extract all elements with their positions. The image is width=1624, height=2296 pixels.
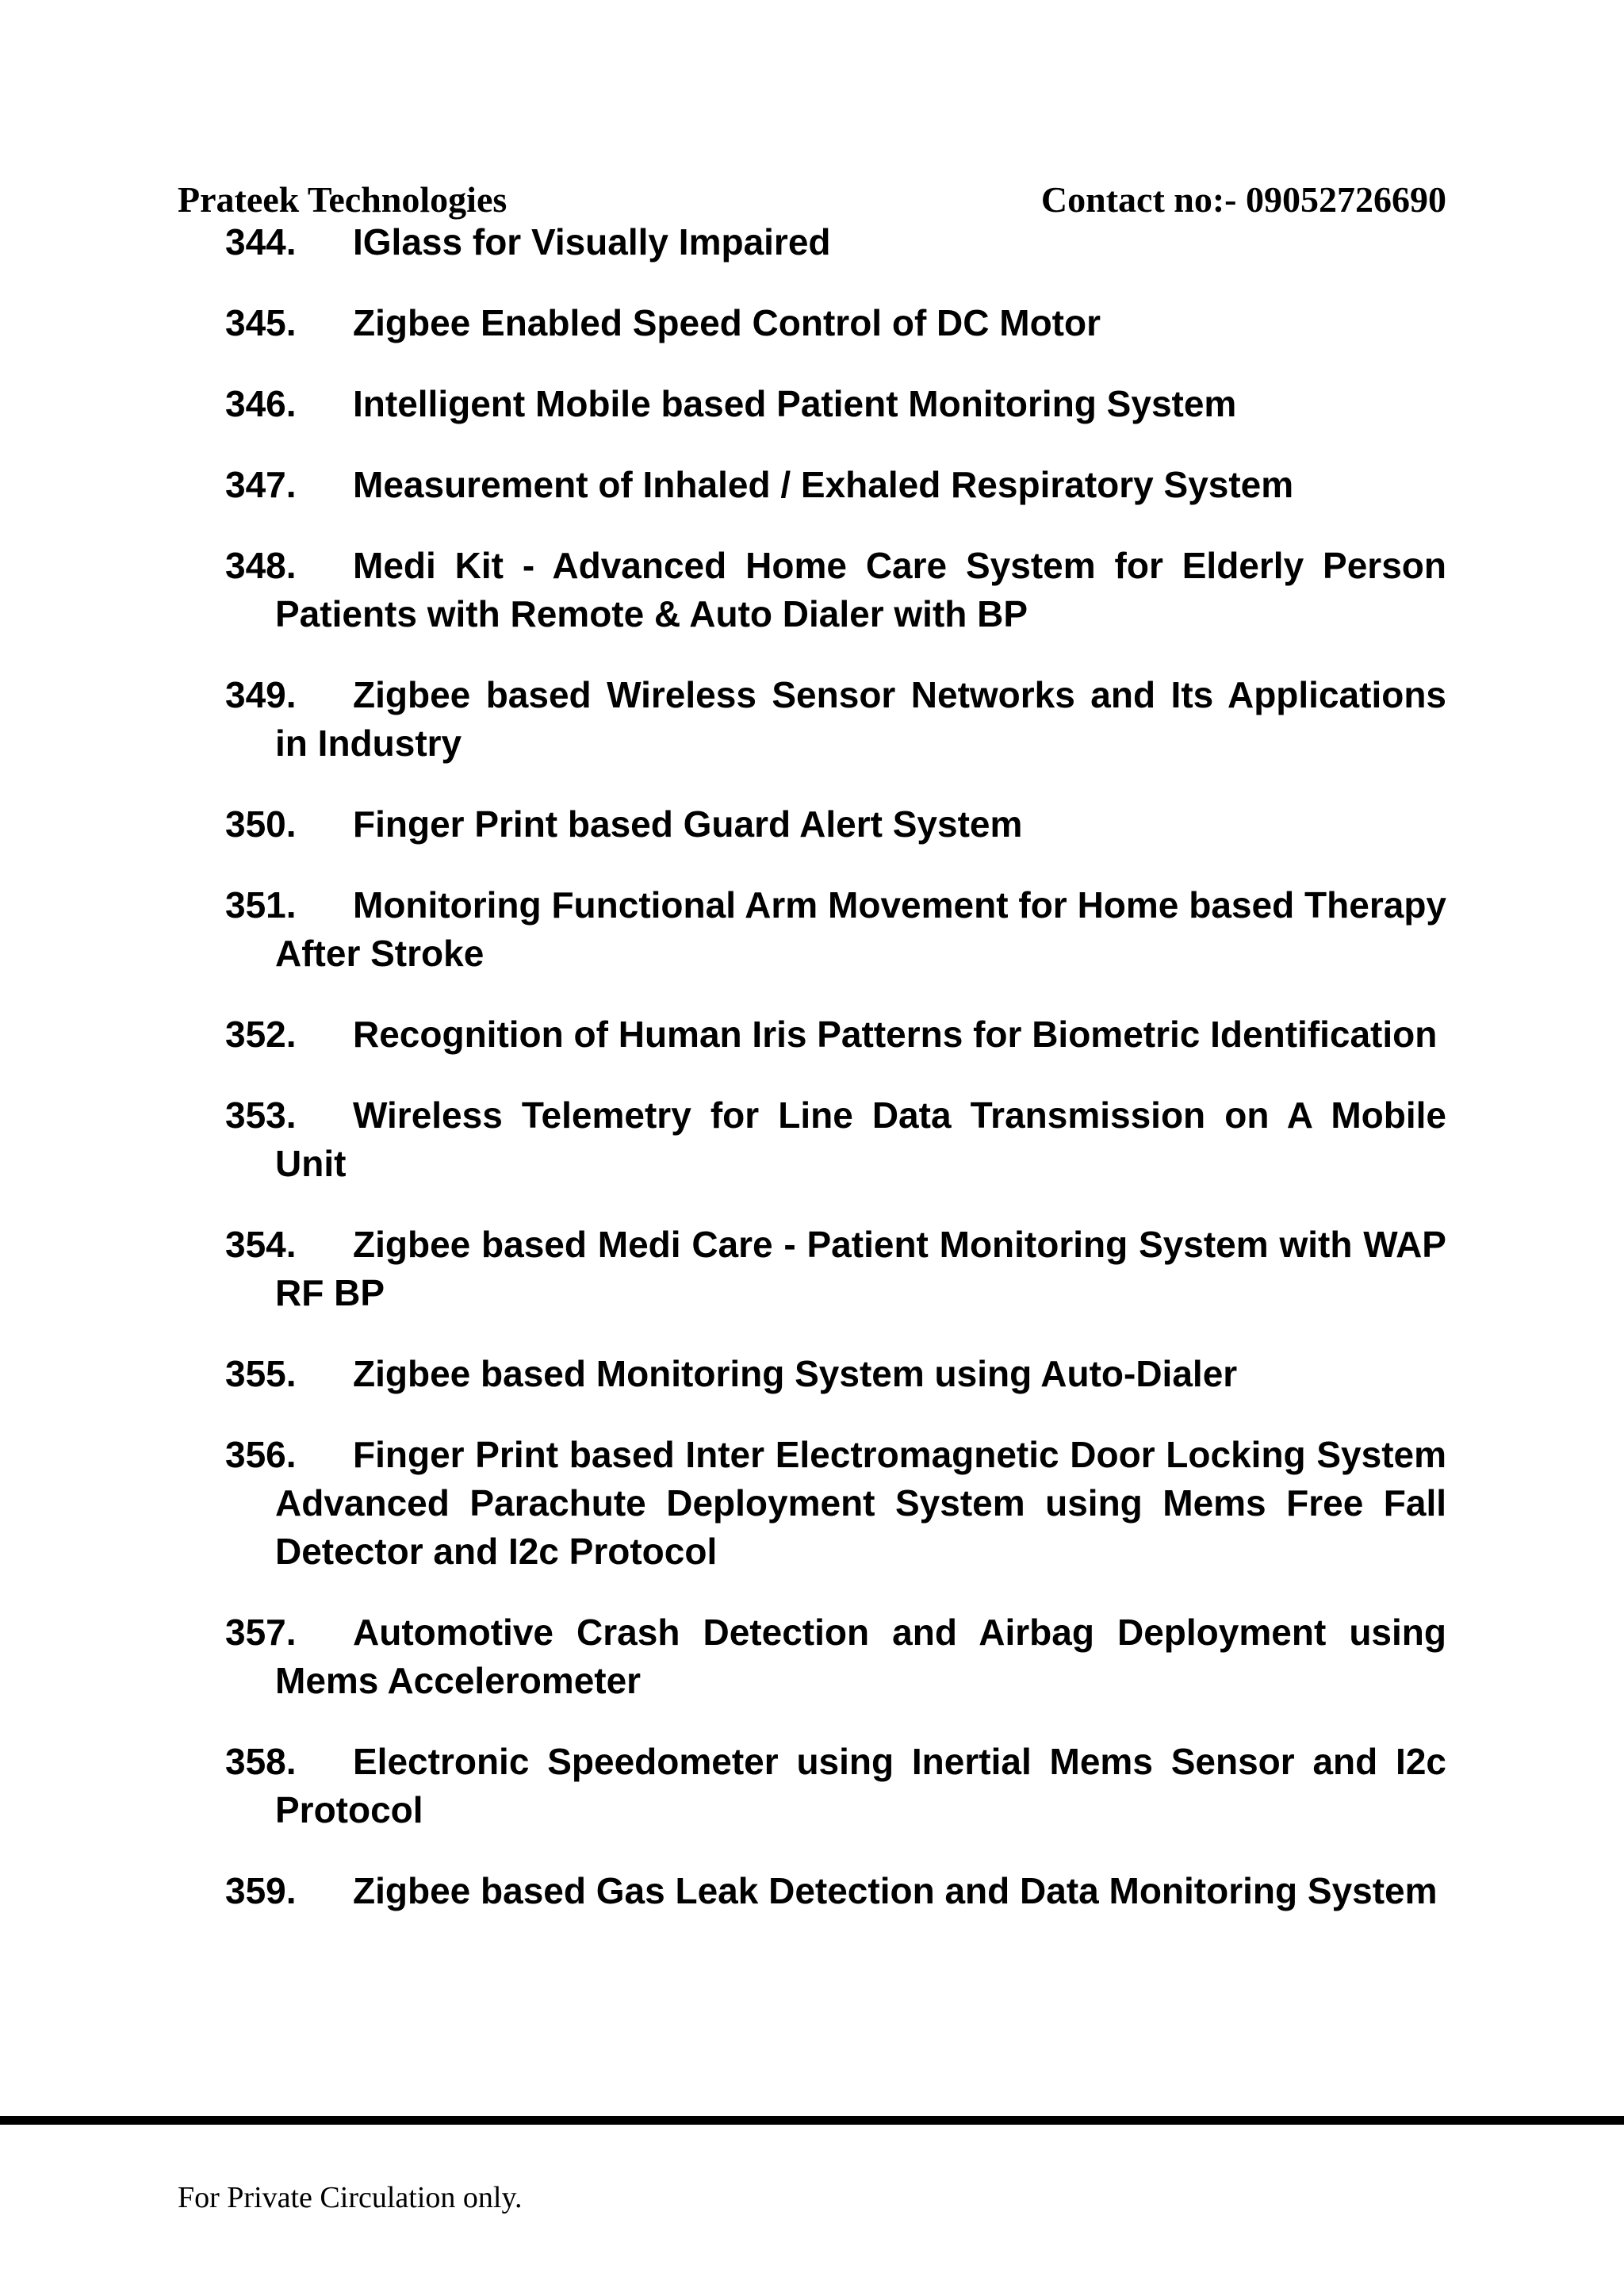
item-number: 354. [225,1224,297,1265]
item-number: 352. [225,1014,297,1055]
item-number: 359. [225,1870,297,1911]
item-number: 348. [225,545,297,586]
item-number: 351. [225,884,297,926]
list-item [225,1431,1446,1576]
list-item [225,542,1446,638]
item-title: Recognition of Human Iris Patterns for Biometric Identification [353,1014,1438,1055]
footer-note: For Private Circulation only. [178,2181,523,2214]
list-item [225,1091,1446,1188]
list-item [225,380,1446,428]
item-number: 345. [225,302,297,343]
item-number: 356. [225,1434,297,1475]
item-title: Zigbee based Monitoring System using Auto-Dialer [353,1353,1238,1394]
item-number: 353. [225,1094,297,1136]
item-number: 355. [225,1353,297,1394]
project-list [225,218,1446,1948]
list-item [225,671,1446,768]
list-item [225,1867,1446,1915]
item-number: 346. [225,383,297,424]
item-title: Electronic Speedometer using Inertial Mems Sensor and I2c Protocol [275,1741,1446,1830]
item-number: 344. [225,221,297,263]
item-title: Zigbee based Gas Leak Detection and Data Monitoring System [353,1870,1438,1911]
item-title: Wireless Telemetry for Line Data Transmission on A Mobile Unit [275,1094,1446,1184]
footer-divider [0,2116,1624,2125]
item-title: Measurement of Inhaled / Exhaled Respiratory System [353,464,1294,505]
list-item [225,1010,1446,1059]
item-title: Zigbee based Wireless Sensor Networks and Its Applications in Industry [275,674,1446,764]
list-item [225,218,1446,266]
item-title: Zigbee based Medi Care - Patient Monitoring System with WAP RF BP [275,1224,1446,1313]
list-item [225,1350,1446,1398]
company-name: Prateek Technologies [178,179,508,220]
item-title: Zigbee Enabled Speed Control of DC Motor [353,302,1101,343]
list-item [225,1221,1446,1317]
item-title: Medi Kit - Advanced Home Care System for Elderly Person Patients with Remote & Auto Dialer with BP [275,545,1446,634]
item-title: Monitoring Functional Arm Movement for Home based Therapy After Stroke [275,884,1446,974]
item-title: Automotive Crash Detection and Airbag Deployment using Mems Accelerometer [275,1612,1446,1701]
item-title: IGlass for Visually Impaired [353,221,831,263]
item-number: 349. [225,674,297,715]
item-title: Finger Print based Guard Alert System [353,803,1023,845]
item-number: 357. [225,1612,297,1653]
page-header [178,176,1446,224]
list-item [225,1738,1446,1834]
item-title: Finger Print based Inter Electromagnetic Door Locking System Advanced Parachute Deployment System using Mems Free Fall Detector and I2c Protocol [275,1434,1446,1572]
item-number: 350. [225,803,297,845]
list-item [225,800,1446,849]
list-item [225,299,1446,347]
contact-number: Contact no:- 09052726690 [1040,179,1446,220]
list-item [225,461,1446,509]
list-item [225,1608,1446,1705]
list-item [225,881,1446,978]
item-number: 347. [225,464,297,505]
item-title: Intelligent Mobile based Patient Monitoring System [353,383,1237,424]
item-number: 358. [225,1741,297,1782]
